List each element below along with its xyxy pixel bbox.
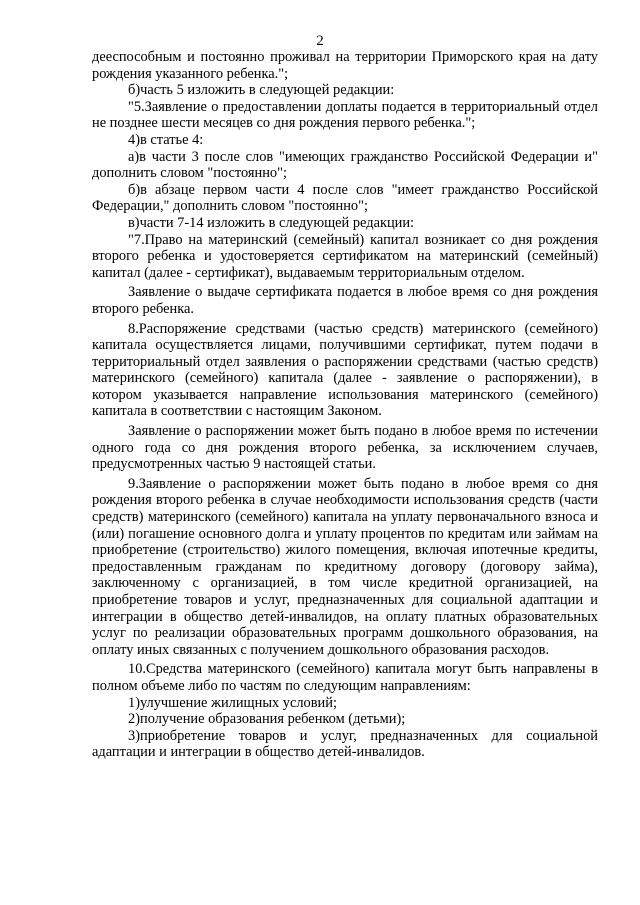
page-number: 2 xyxy=(316,33,324,49)
paragraph: 9.Заявление о распоряжении может быть подано в любое время со дня рождения второго ребенка в случае необходимости использования средств (части средств) материнского (семейного) капитала на уплату первоначального взноса и (или) погашение основного долга и уплату процентов по кредитам или займам на приобретение (строительство) жилого помещения, включая ипотечные кредиты, предоставленным гражданам по кредитному договору (договору займа), заключенному с организацией, в том числе кредитной организацией, на приобретение товаров и услуг, предназначенных для социальной адаптации и интеграции в общество детей-инвалидов, на оплату платных образовательных услуг по реализации образовательных программ дошкольного образования, на оплату иных связанных с получением дошкольного образования расходов. xyxy=(92,475,598,658)
paragraph: "7.Право на материнский (семейный) капитал возникает со дня рождения второго ребенка и удостоверяется сертификатом на материнский (семейный) капитал (далее - сертификат), выдаваемым территориальным отделом. xyxy=(92,231,598,281)
paragraph: Заявление о распоряжении может быть подано в любое время по истечении одного года со дня рождения второго ребенка, за исключением случаев, предусмотренных частью 9 настоящей статьи. xyxy=(92,423,598,473)
paragraph: 1)улучшение жилищных условий; xyxy=(128,694,337,711)
paragraph: 2)получение образования ребенком (детьми); xyxy=(128,711,406,728)
paragraph: 4)в статье 4: xyxy=(128,131,204,148)
paragraph: 3)приобретение товаров и услуг, предназначенных для социальной адаптации и интеграции в общество детей-инвалидов. xyxy=(92,727,598,761)
paragraph: б)в абзаце первом части 4 после слов "имеет гражданство Российской Федерации," дополнить словом "постоянно"; xyxy=(92,181,598,215)
paragraph: 8.Распоряжение средствами (частью средств) материнского (семейного) капитала осуществляется лицами, получившими сертификат, путем подачи в территориальный отдел заявления о распоряжении средствами (частью средств) материнского (семейного) капитала (далее - заявление о распоряжении), в котором указывается направление использования материнского (семейного) капитала в соответствии с настоящим Законом. xyxy=(92,320,598,420)
document-body xyxy=(92,49,598,761)
paragraph: дееспособным и постоянно проживал на территории Приморского края на дату рождения указанного ребенка."; xyxy=(92,49,598,82)
paragraph: в)части 7-14 изложить в следующей редакции: xyxy=(128,214,415,231)
paragraph: а)в части 3 после слов "имеющих гражданство Российской Федерации и" дополнить словом "постоянно"; xyxy=(92,148,598,182)
paragraph: Заявление о выдаче сертификата подается в любое время со дня рождения второго ребенка. xyxy=(92,284,598,317)
paragraph: "5.Заявление о предоставлении доплаты подается в территориальный отдел не позднее шести месяцев со дня рождения первого ребенка."; xyxy=(92,98,598,132)
paragraph: б)часть 5 изложить в следующей редакции: xyxy=(128,82,395,99)
paragraph: 10.Средства материнского (семейного) капитала могут быть направлены в полном объеме либо по частям по следующим направлениям: xyxy=(92,661,598,694)
